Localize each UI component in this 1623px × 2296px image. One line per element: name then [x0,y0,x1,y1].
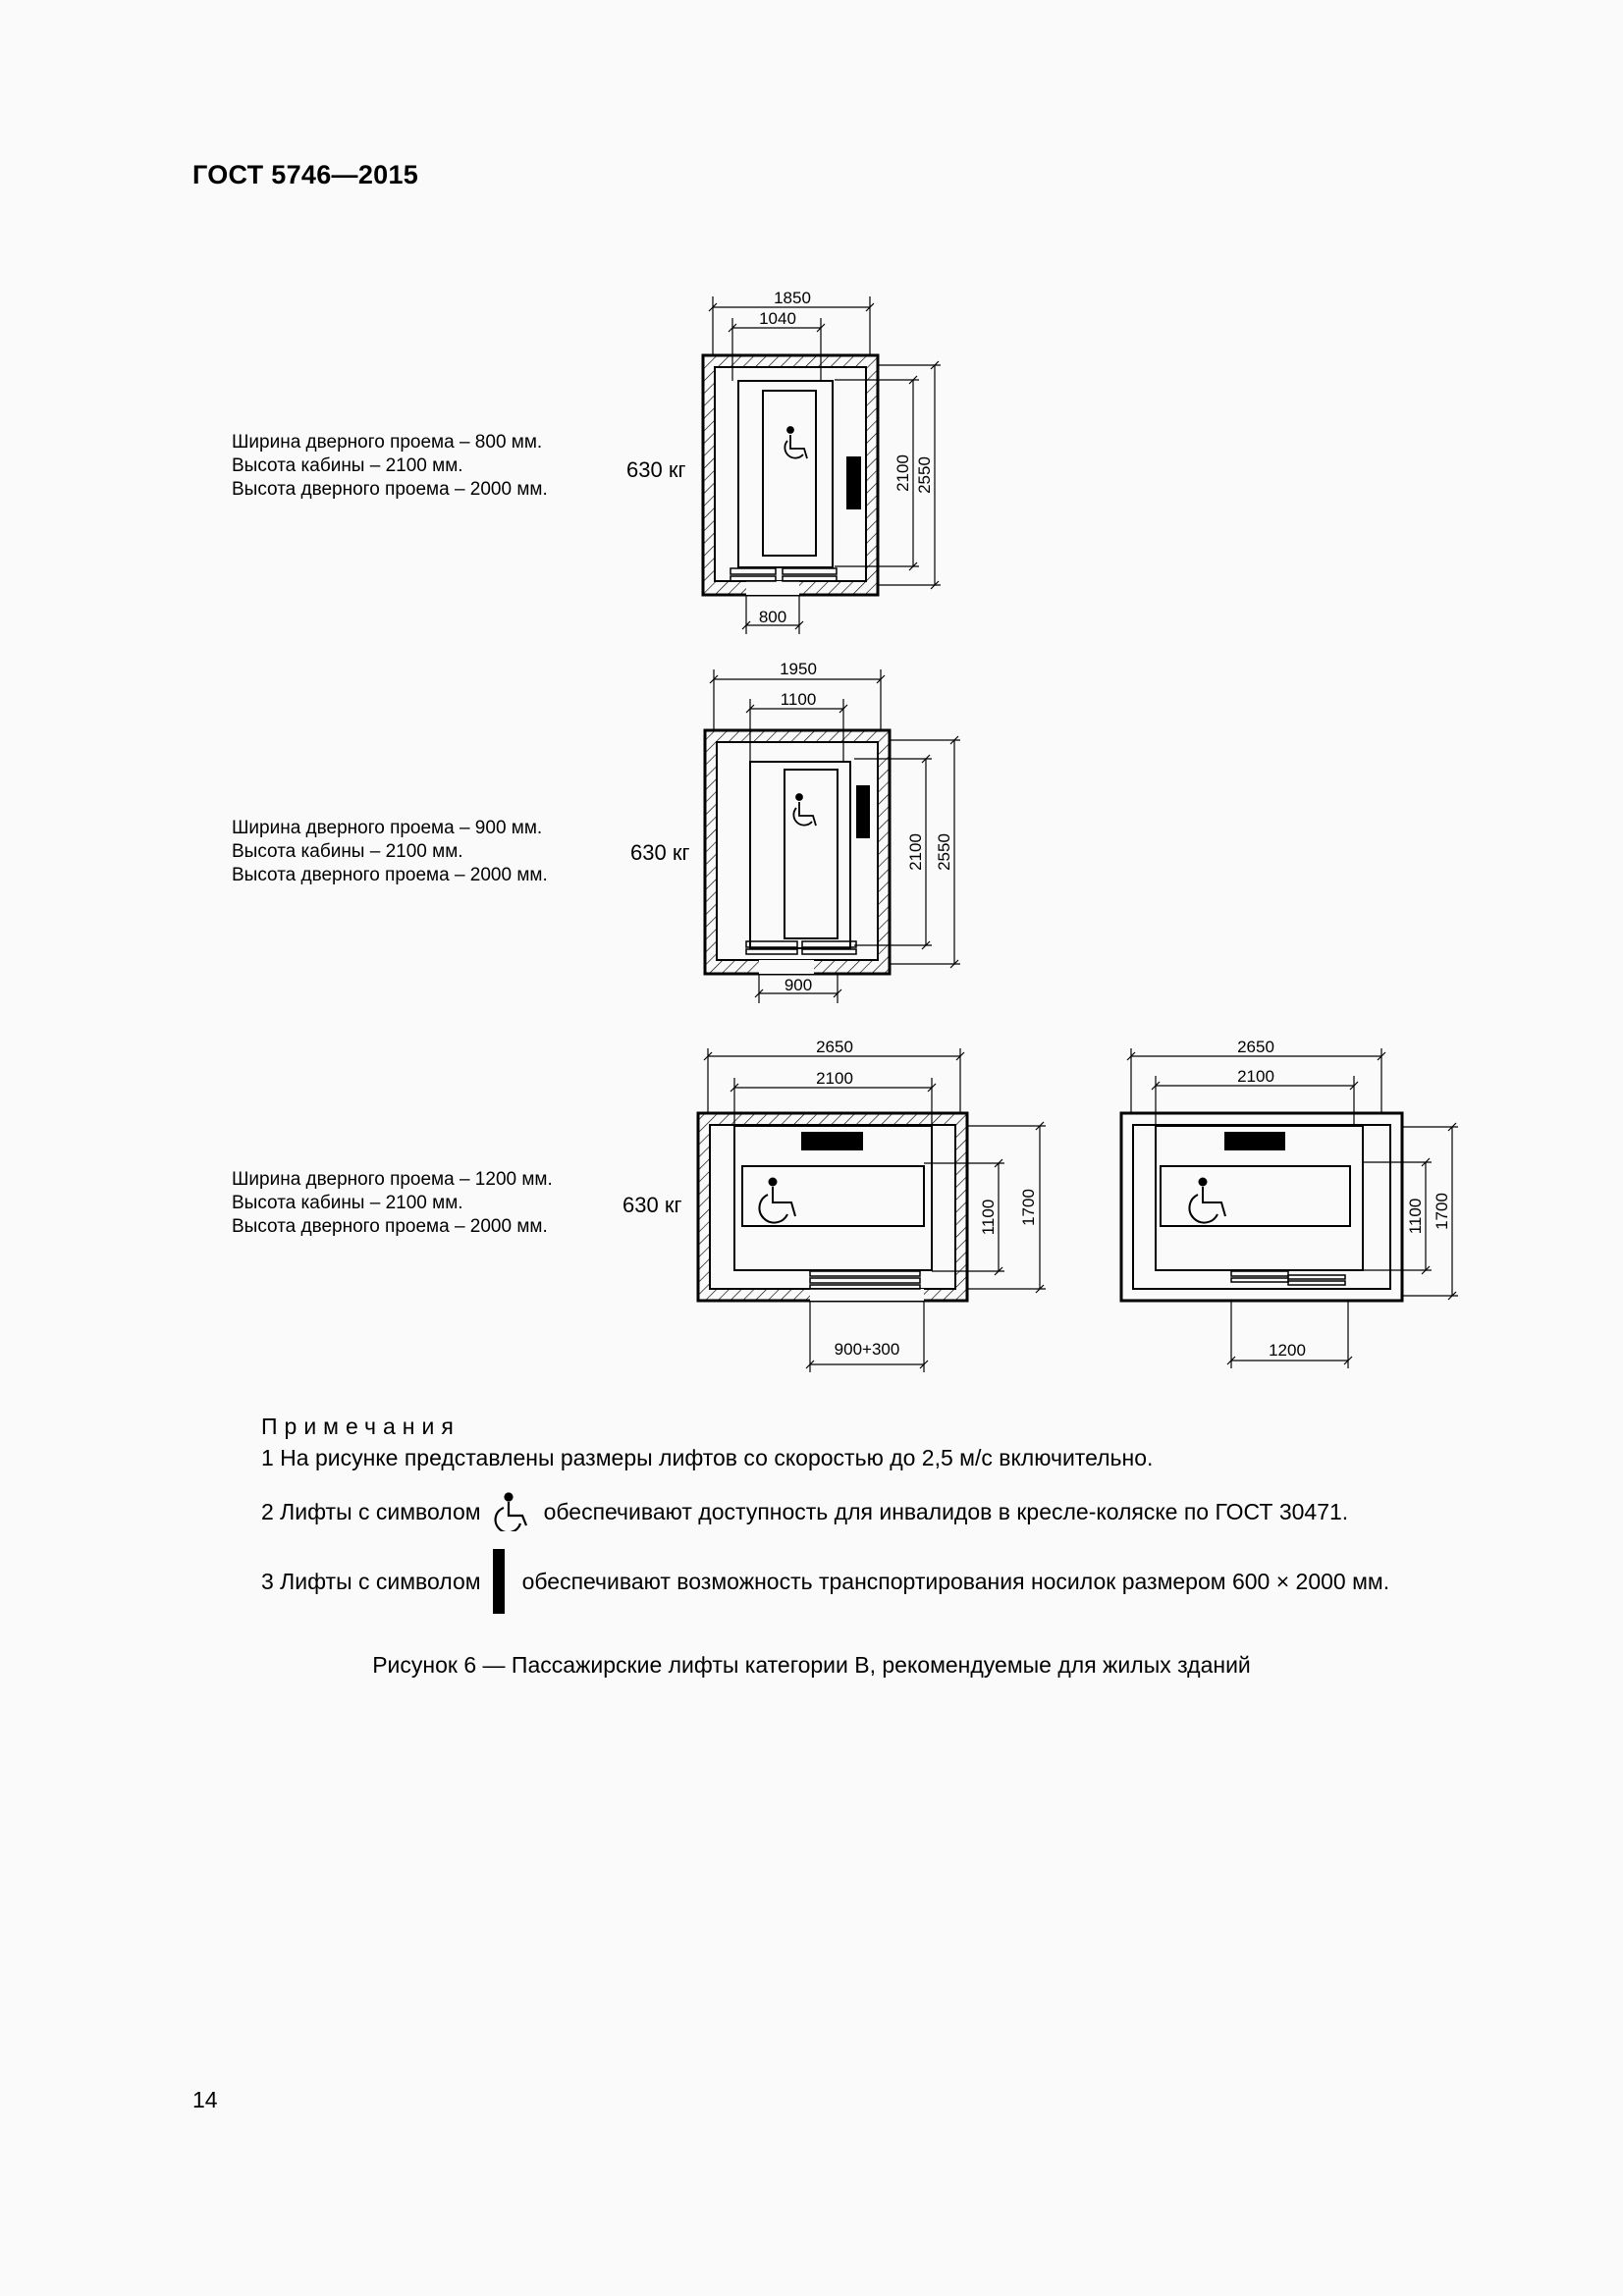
elevator-plan-2 [687,658,982,1011]
dim-door-width: 900 [784,976,813,994]
dim-car-width: 2100 [816,1069,853,1088]
dim-shaft-width: 2650 [1237,1038,1274,1056]
wheelchair-icon [1189,1179,1225,1223]
dim-car-width: 1100 [780,690,817,709]
stretcher-icon [846,456,861,509]
description-line: Высота дверного проема – 2000 мм. [232,479,548,500]
dim-shaft-width: 2650 [816,1038,853,1056]
dim-car-depth: 1100 [979,1199,998,1236]
stretcher-icon [801,1132,863,1150]
wheelchair-icon [793,794,816,826]
figure-caption: Рисунок 6 — Пассажирские лифты категории В, рекомендуемые для жилых зданий [372,1652,1251,1678]
description-line: Ширина дверного проема – 1200 мм. [232,1169,553,1190]
document-header: ГОСТ 5746—2015 [192,160,419,189]
wheelchair-icon [759,1179,795,1223]
capacity-label: 630 кг [622,1193,682,1217]
capacity-label: 630 кг [630,840,690,865]
note-2 [261,1492,1348,1531]
car-outline [738,381,833,567]
dim-door-width: 800 [758,608,787,626]
door-sill [1231,1271,1345,1285]
car-panel [742,1166,924,1226]
car-panel [763,391,816,556]
dim-car-depth: 1100 [1406,1198,1425,1235]
capacity-label: 630 кг [626,457,686,482]
dim-shaft-depth: 2550 [915,456,934,494]
dim-shaft-depth: 1700 [1019,1189,1038,1226]
wheelchair-icon [489,1492,536,1531]
elevator-plan-3b [1109,1031,1483,1374]
description-line: Высота кабины – 2100 мм. [232,455,463,476]
note-3 [261,1549,1389,1614]
figure-3-description [232,1168,553,1239]
description-line: Высота кабины – 2100 мм. [232,841,463,862]
dim-shaft-width: 1850 [774,289,811,307]
car-panel [1161,1166,1350,1226]
door-sill [810,1271,920,1289]
dim-shaft-depth: 1700 [1433,1193,1451,1230]
stretcher-icon [1224,1132,1285,1150]
dim-shaft-depth: 2550 [935,833,953,871]
shaft-wall [705,730,890,974]
note-1 [261,1445,1153,1471]
notes-title: Примечания [261,1414,460,1439]
elevator-plan-3a [687,1031,1060,1374]
figure-2-description [232,817,548,887]
description-line: Высота дверного проема – 2000 мм. [232,1216,548,1237]
note-text: 1 На рисунке представлены размеры лифтов со скоростью до 2,5 м/с включительно. [261,1445,1154,1470]
car-outline [750,762,850,948]
door-sill [730,568,837,581]
stretcher-icon [856,785,870,838]
elevator-plan-1 [687,285,962,638]
stretcher-icon [491,1549,509,1614]
dim-shaft-width: 1950 [780,660,817,678]
wheelchair-icon [784,427,807,458]
dim-car-width: 1040 [759,309,796,328]
description-line: Высота дверного проема – 2000 мм. [232,865,548,885]
note-text: обеспечивают возможность транспортирования носилок размером 600 × 2000 мм. [521,1568,1390,1594]
dim-car-width: 2100 [1237,1067,1274,1086]
dim-car-depth: 2100 [893,454,912,492]
dim-door-width: 900+300 [834,1340,900,1359]
dim-door-width: 1200 [1269,1341,1306,1360]
note-text: обеспечивают доступность для инвалидов в кресле-коляске по ГОСТ 30471. [543,1498,1349,1524]
description-line: Ширина дверного проема – 900 мм. [232,818,543,838]
description-line: Ширина дверного проема – 800 мм. [232,432,543,453]
figure-1-description [232,431,548,502]
description-line: Высота кабины – 2100 мм. [232,1193,463,1213]
dim-car-depth: 2100 [906,833,925,871]
note-text: 2 Лифты с символом [261,1498,481,1524]
car-panel [784,770,838,938]
page-number: 14 [192,2087,218,2112]
notes-block [261,1414,1518,1440]
note-text: 3 Лифты с символом [261,1568,481,1594]
